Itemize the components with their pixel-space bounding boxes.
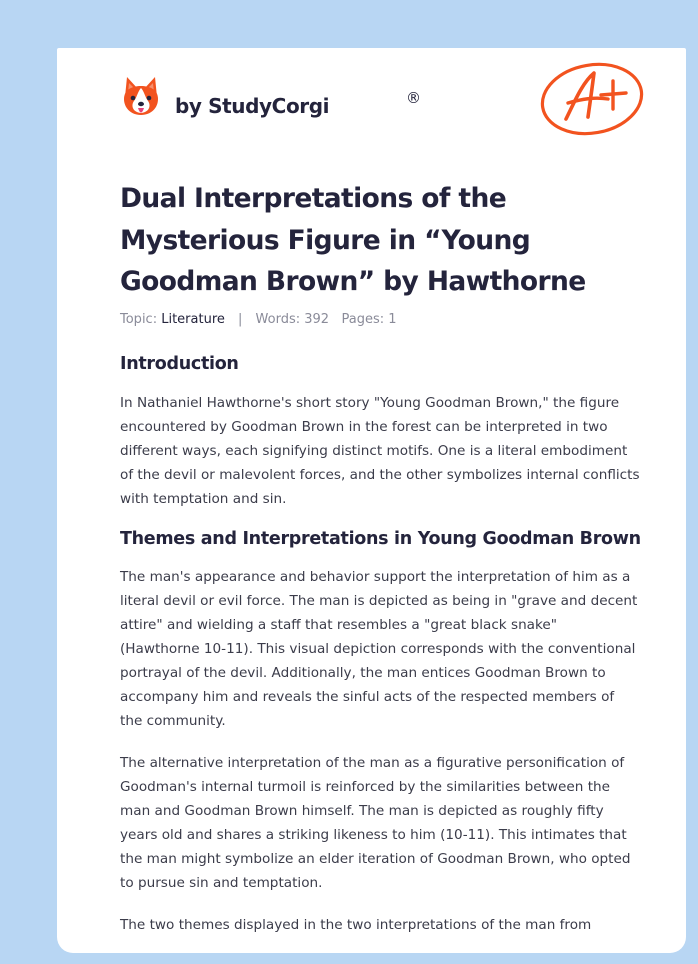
paragraph: The man's appearance and behavior support the interpretation of him as a literal devil or evil force. The man is depicted as being in "grave and decent attire" and wielding a staff that resembles a "great black snake" (Hawthorne 10-11). This visual depiction corresponds with the conventional portrayal of the devil. Additionally, the man entices Goodman Brown to accompany him and reveals the sinful acts of the respected members of the community. — [120, 569, 638, 729]
topic-label: Topic: — [120, 312, 158, 327]
a-plus-grade-icon — [538, 59, 648, 139]
corgi-logo-icon — [121, 75, 161, 121]
essay-card — [57, 48, 686, 953]
registered-mark: ® — [406, 89, 421, 107]
brand-header[interactable] — [121, 75, 421, 123]
words-value: 392 — [304, 312, 330, 327]
section-heading-themes: Themes and Interpretations in Young Goodman Brown — [120, 529, 641, 549]
section-heading-introduction: Introduction — [120, 354, 239, 374]
pages-label: Pages: — [341, 312, 385, 327]
words-label: Words: — [255, 312, 301, 327]
paragraph: The alternative interpretation of the man as a figurative personification of Goodman's internal turmoil is reinforced by the similarities between the man and Goodman Brown himself. The man is depicted as roughly fifty years old and shares a striking likeness to him (10-11). This intimates that the man might symbolize an elder iteration of Goodman Brown, who opted to pursue sin and temptation. — [120, 755, 631, 891]
paragraph: The two themes displayed in the two interpretations of the man from — [120, 917, 592, 933]
meta-separator: | — [238, 312, 243, 327]
brand-name: by StudyCorgi — [175, 94, 330, 118]
essay-meta — [120, 312, 397, 327]
topic-link[interactable]: Literature — [161, 312, 225, 327]
paragraph: In Nathaniel Hawthorne's short story "Young Goodman Brown," the figure encountered by Goodman Brown in the forest can be interpreted in two different ways, each signifying distinct motifs. One is a literal embodiment of the devil or malevolent forces, and the other symbolizes internal conflicts with temptation and sin. — [120, 395, 640, 507]
essay-title: Dual Interpretations of the Mysterious Figure in “Young Goodman Brown” by Hawthorne — [120, 183, 586, 297]
pages-value: 1 — [388, 312, 397, 327]
